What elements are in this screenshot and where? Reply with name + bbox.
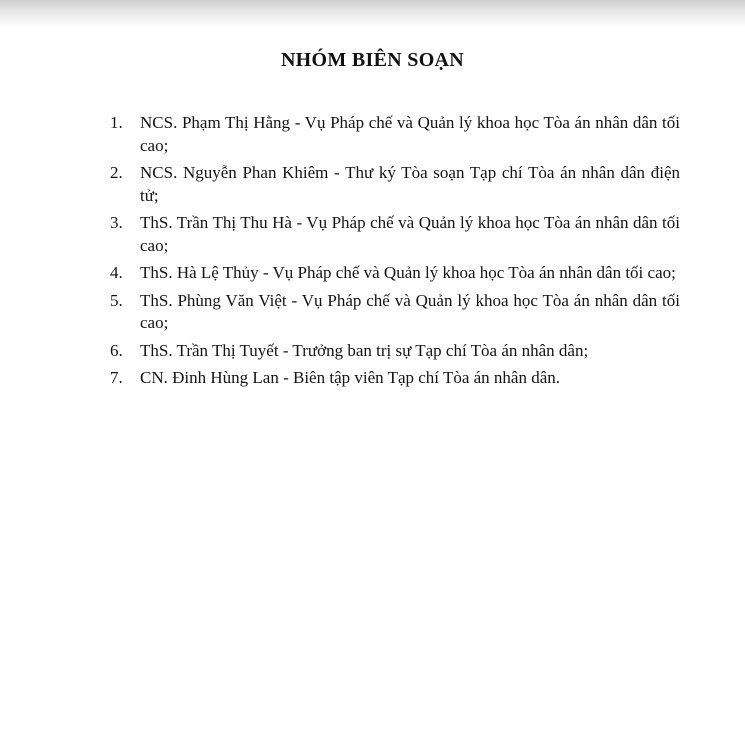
list-item-text: ThS. Trần Thị Thu Hà - Vụ Pháp chế và Quản lý khoa học Tòa án nhân dân tối cao; (140, 213, 680, 255)
list-item-number: 6. (110, 340, 123, 360)
list-item-number: 2. (110, 163, 123, 182)
list-item-text: NCS. Nguyễn Phan Khiêm - Thư ký Tòa soạn Tạp chí Tòa án nhân dân điện tử; (140, 163, 680, 205)
list-item (110, 112, 680, 157)
list-item (110, 212, 680, 257)
list-item-number: 5. (110, 290, 123, 310)
list-item-text: ThS. Hà Lệ Thủy - Vụ Pháp chế và Quản lý khoa học Tòa án nhân dân tối cao; (140, 263, 676, 282)
page-title: NHÓM BIÊN SOẠN (280, 49, 465, 71)
editorial-board-list (110, 112, 680, 390)
list-item (110, 162, 680, 207)
list-item-number: 7. (110, 368, 123, 387)
list-item (110, 340, 680, 363)
list-item-number: 4. (110, 263, 123, 282)
list-item-number: 3. (110, 213, 123, 232)
list-item (110, 367, 680, 390)
list-item-text: ThS. Trần Thị Tuyết - Trưởng ban trị sự Tạp chí Tòa án nhân dân; (140, 340, 589, 360)
list-item (110, 290, 680, 335)
list-item (110, 262, 680, 285)
list-item-number: 1. (110, 113, 123, 132)
list-item-text: CN. Đinh Hùng Lan - Biên tập viên Tạp chí Tòa án nhân dân. (140, 368, 561, 387)
list-item-text: NCS. Phạm Thị Hằng - Vụ Pháp chế và Quản lý khoa học Tòa án nhân dân tối cao; (140, 113, 680, 155)
list-item-text: ThS. Phùng Văn Việt - Vụ Pháp chế và Quản lý khoa học Tòa án nhân dân tối cao; (140, 290, 680, 332)
